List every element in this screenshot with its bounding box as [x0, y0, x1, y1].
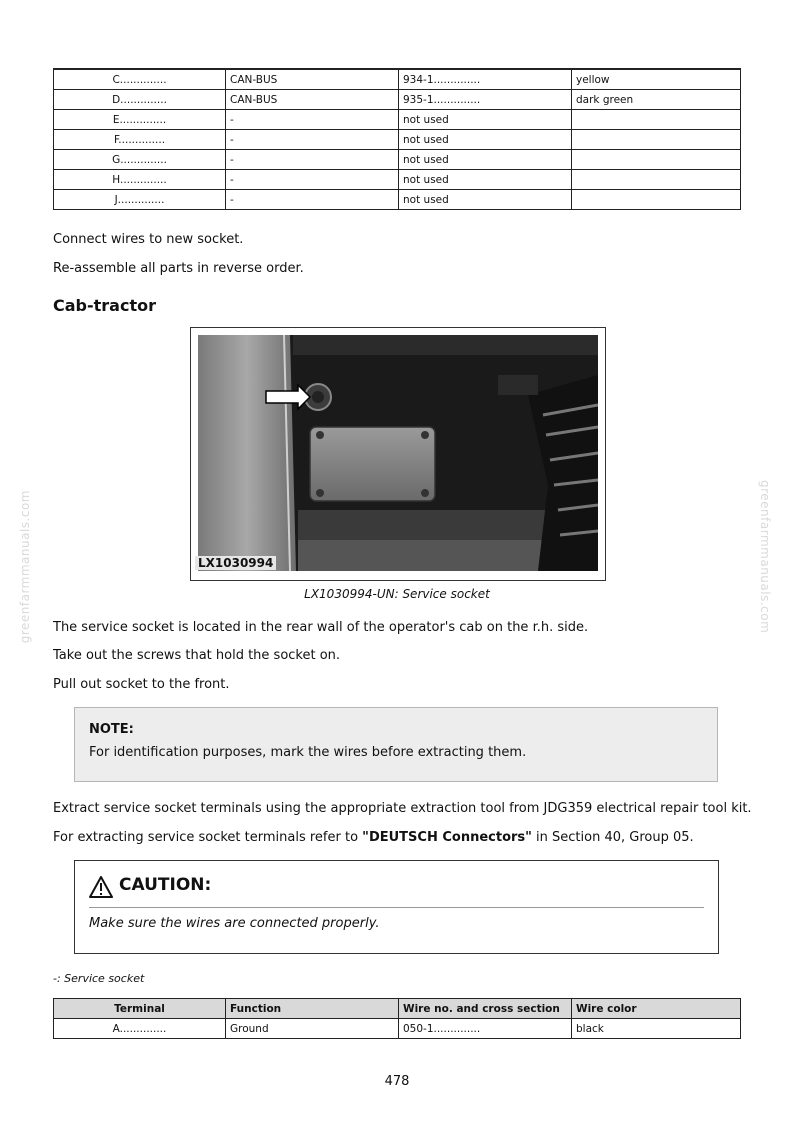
figure-label: LX1030994: [195, 556, 276, 570]
table-cell: C..............: [54, 69, 226, 90]
table-cell: -: [226, 130, 399, 150]
table-cell: not used: [399, 110, 572, 130]
table-row: [54, 110, 741, 130]
socket-location-text: The service socket is located in the rear wall of the operator's cab on the r.h. side.: [53, 620, 589, 635]
table-cell: G..............: [54, 150, 226, 170]
note-body: For identification purposes, mark the wires before extracting them.: [89, 745, 527, 760]
terminal-table-top: [53, 68, 741, 210]
service-socket-label: -: Service socket: [53, 972, 145, 985]
section-heading: Cab-tractor: [53, 296, 156, 315]
table-header-row: [54, 999, 741, 1019]
caution-title: CAUTION:: [119, 875, 212, 895]
table-cell: J..............: [54, 190, 226, 210]
table-row: [54, 90, 741, 110]
table-cell: -: [226, 170, 399, 190]
reference-text-before: For extracting service socket terminals refer to: [53, 830, 363, 845]
table-cell: [572, 130, 741, 150]
header-terminal: Terminal: [54, 999, 226, 1019]
note-title: NOTE:: [89, 722, 134, 737]
caution-divider: [89, 907, 704, 908]
table-row: [54, 170, 741, 190]
table-cell: 050-1..............: [399, 1019, 572, 1039]
figure-caption: LX1030994-UN: Service socket: [304, 587, 490, 601]
table-cell: H..............: [54, 170, 226, 190]
caution-box: [74, 860, 719, 954]
caution-body: Make sure the wires are connected properly.: [89, 916, 380, 931]
service-socket-photo: [190, 327, 606, 581]
table-cell: [572, 170, 741, 190]
table-cell: not used: [399, 170, 572, 190]
extract-terminals-text: Extract service socket terminals using the appropriate extraction tool from JDG359 electrical repair tool kit.: [53, 801, 752, 816]
header-function: Function: [226, 999, 399, 1019]
watermark-right: greenfarmmanuals.com: [758, 480, 772, 634]
table-cell: black: [572, 1019, 741, 1039]
table-cell: dark green: [572, 90, 741, 110]
deutsch-connectors-link[interactable]: "DEUTSCH Connectors": [362, 830, 532, 845]
header-wire-no: Wire no. and cross section: [399, 999, 572, 1019]
note-box: [74, 707, 718, 782]
table-row: [54, 1019, 741, 1039]
remove-screws-text: Take out the screws that hold the socket on.: [53, 648, 341, 663]
table-cell: D..............: [54, 90, 226, 110]
table-cell: -: [226, 190, 399, 210]
table-cell: not used: [399, 130, 572, 150]
header-wire-color: Wire color: [572, 999, 741, 1019]
table-cell: -: [226, 150, 399, 170]
table-row: [54, 69, 741, 90]
table-cell: CAN-BUS: [226, 69, 399, 90]
page-number: 478: [384, 1074, 410, 1089]
instruction-connect-wires: Connect wires to new socket.: [53, 232, 244, 247]
table-cell: not used: [399, 190, 572, 210]
table-row: [54, 130, 741, 150]
table-cell: [572, 190, 741, 210]
table-cell: Ground: [226, 1019, 399, 1039]
instruction-reassemble: Re-assemble all parts in reverse order.: [53, 261, 304, 276]
table-cell: CAN-BUS: [226, 90, 399, 110]
table-cell: -: [226, 110, 399, 130]
table-cell: 935-1..............: [399, 90, 572, 110]
warning-triangle-icon: [89, 876, 113, 898]
table-cell: E..............: [54, 110, 226, 130]
reference-text-after: in Section 40, Group 05.: [531, 830, 694, 845]
terminal-table-bottom: [53, 998, 741, 1039]
reference-text: [53, 830, 694, 845]
table-row: [54, 150, 741, 170]
table-cell: 934-1..............: [399, 69, 572, 90]
table-cell: [572, 110, 741, 130]
table-cell: [572, 150, 741, 170]
table-cell: not used: [399, 150, 572, 170]
watermark-left: greenfarmmanuals.com: [18, 490, 32, 644]
table-cell: A..............: [54, 1019, 226, 1039]
table-cell: yellow: [572, 69, 741, 90]
table-cell: F..............: [54, 130, 226, 150]
pull-socket-text: Pull out socket to the front.: [53, 677, 230, 692]
table-row: [54, 190, 741, 210]
